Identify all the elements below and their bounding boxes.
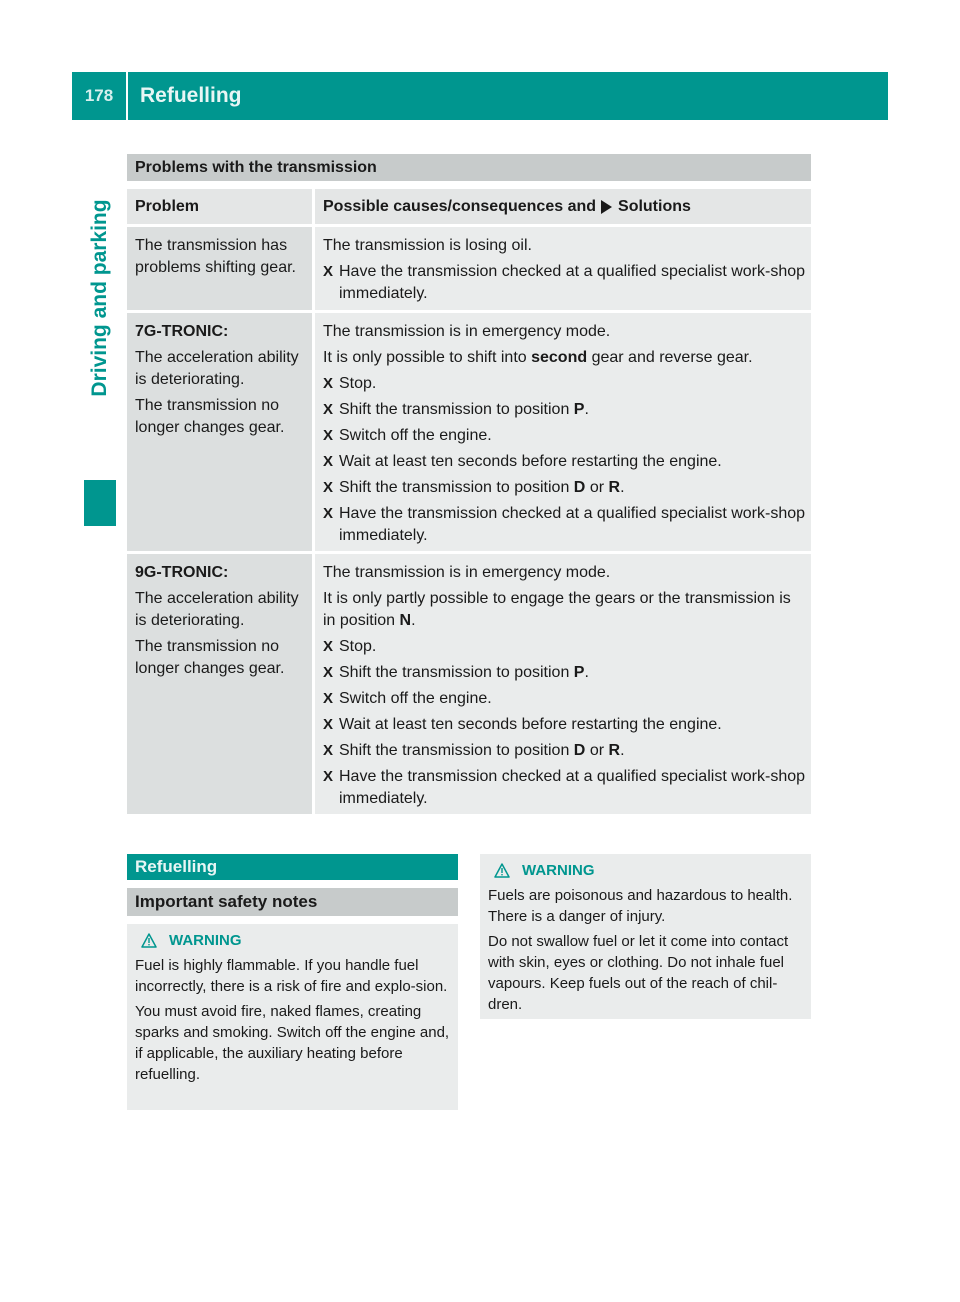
side-tab-label: Driving and parking xyxy=(88,199,111,397)
x-mark-icon: X xyxy=(323,716,334,733)
side-tab xyxy=(84,128,116,468)
step-item: X Shift the transmission to position P. xyxy=(323,662,805,684)
header-divider xyxy=(126,72,128,120)
x-mark-icon: X xyxy=(323,263,334,280)
step-item: X Switch off the engine. xyxy=(323,688,805,710)
step-item: X Have the transmission checked at a qualified specialist work-shop immediately. xyxy=(323,261,805,305)
step-item: X Shift the transmission to position P. xyxy=(323,399,805,421)
warning-label: WARNING xyxy=(522,862,595,879)
table-row-1-solution: The transmission is losing oil. X Have the transmission checked at a qualified specialist work-shop immediately. xyxy=(315,227,811,310)
step-item: X Wait at least ten seconds before restarting the engine. xyxy=(323,714,805,736)
step-item: X Shift the transmission to position D or R. xyxy=(323,477,805,499)
step-item: X Switch off the engine. xyxy=(323,425,805,447)
table-title: Problems with the transmission xyxy=(127,154,811,181)
x-mark-icon: X xyxy=(323,479,334,496)
step-item: X Have the transmission checked at a qualified specialist work-shop immediately. xyxy=(323,766,805,810)
section-title: Refuelling xyxy=(127,854,458,880)
x-mark-icon: X xyxy=(323,664,334,681)
x-mark-icon: X xyxy=(323,505,334,522)
step-item: X Shift the transmission to position D or R. xyxy=(323,740,805,762)
warning-triangle-icon xyxy=(141,933,157,948)
x-mark-icon: X xyxy=(323,375,334,392)
side-tab-marker xyxy=(84,480,116,526)
warning-triangle-icon xyxy=(494,863,510,878)
warning-box-fuel-flammable: WARNING Fuel is highly flammable. If you handle fuel incorrectly, there is a risk of fire and explo-sion. You must avoid fire, naked flames, creating sparks and smoking. Switch off the engine and, if applicable, the auxiliary heating before refuelling. xyxy=(127,924,458,1110)
step-item: X Wait at least ten seconds before restarting the engine. xyxy=(323,451,805,473)
page-number: 178 xyxy=(84,86,114,105)
section-subtitle: Important safety notes xyxy=(127,888,458,916)
x-mark-icon: X xyxy=(323,742,334,759)
x-mark-icon: X xyxy=(323,638,334,655)
column-header-solutions: Possible causes/consequences and Solutions xyxy=(315,189,811,224)
x-mark-icon: X xyxy=(323,768,334,785)
table-row-1-problem: The transmission has problems shifting gear. xyxy=(127,227,312,310)
warning-label: WARNING xyxy=(169,932,242,949)
play-triangle-icon xyxy=(601,200,612,214)
table-row-2-solution: The transmission is in emergency mode. It is only possible to shift into second gear and reverse gear. X Stop. X Shift the transmission to position P. X Switch off the engine. X Wait at least ten seconds before restarting the engine. X Shift the transmission to position D or R. X Have the transmission checked at a qualified specialist work-shop immediately. xyxy=(315,313,811,551)
column-header-problem: Problem xyxy=(127,189,312,224)
table-row-2-problem: 7G-TRONIC: The acceleration ability is deteriorating. The transmission no longer changes gear. xyxy=(127,313,312,551)
warning-box-fuel-poisonous: WARNING Fuels are poisonous and hazardous to health. There is a danger of injury. Do not swallow fuel or let it come into contact with skin, eyes or clothing. Do not inhale fuel vapours. Keep fuels out of the reach of chil-dren. xyxy=(480,854,811,1019)
step-item: X Stop. xyxy=(323,636,805,658)
step-item: X Stop. xyxy=(323,373,805,395)
table-row-3-solution: The transmission is in emergency mode. It is only partly possible to engage the gears or the transmission is in position N. X Stop. X Shift the transmission to position P. X Switch off the engine. X Wait at least ten seconds before restarting the engine. X Shift the transmission to position D or R. X Have the transmission checked at a qualified specialist work-shop immediately. xyxy=(315,554,811,814)
x-mark-icon: X xyxy=(323,453,334,470)
x-mark-icon: X xyxy=(323,401,334,418)
table-row-3-problem: 9G-TRONIC: The acceleration ability is deteriorating. The transmission no longer changes gear. xyxy=(127,554,312,814)
x-mark-icon: X xyxy=(323,427,334,444)
step-item: X Have the transmission checked at a qualified specialist work-shop immediately. xyxy=(323,503,805,547)
page-title: Refuelling xyxy=(140,84,242,107)
x-mark-icon: X xyxy=(323,690,334,707)
